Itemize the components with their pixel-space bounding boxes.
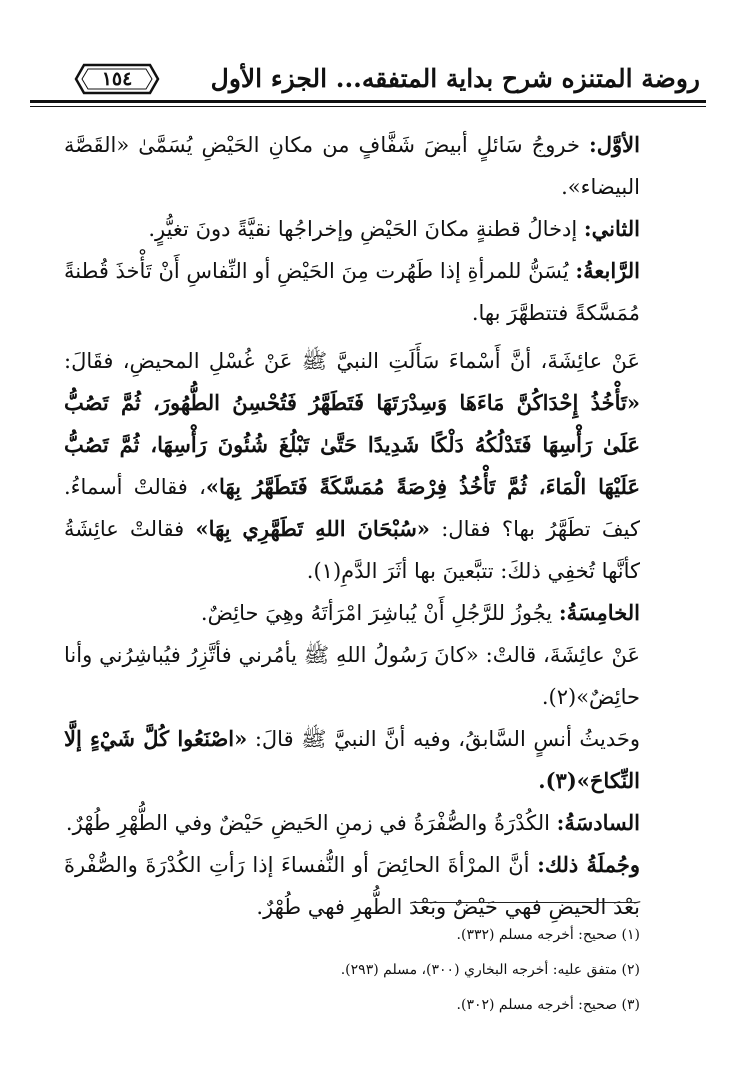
page-number-badge [74,62,160,96]
label-first: الأوَّل: [589,132,640,157]
paragraph-first [64,124,640,208]
label-fourth: الرَّابعةُ: [575,258,640,283]
text-fourth: يُسَنُّ للمرأةِ إذا طَهُرت مِنَ الحَيْضِ أو النِّفاسِ أَنْ تَأْخذَ قُطنةً مُمَسَّكةً فتتطهَّرَ بها. [64,259,640,325]
text-second: إدخالُ قطنةٍ مكانَ الحَيْضِ وإخراجُها نقيَّةً دونَ تغيُّرٍ. [148,217,584,241]
hadith-text-2: «سُبْحَانَ اللهِ تَطَهَّرِي بِهَا» [195,516,430,541]
hadith-intro: عَنْ عائِشَةَ، أنَّ أَسْماءَ سَأَلَتِ النبيَّ ﷺ عَنْ غُسْلِ المحيضِ، فقَالَ: [64,349,640,373]
label-summary: وجُملَةُ ذلك: [537,852,640,877]
page-header [30,54,706,108]
main-text [64,124,640,928]
paragraph-fourth [64,250,640,334]
header-rule [30,100,706,107]
label-fifth: الخامِسَةُ: [558,600,640,625]
page-number: ١٥٤ [101,68,133,90]
text-first: خروجُ سَائلٍ أبيضَ شَفَّافٍ من مكانِ الحَيْضِ يُسَمَّىٰ «القَصَّة البيضاء». [64,133,640,199]
paragraph-second [64,208,640,250]
label-second: الثاني: [583,216,640,241]
paragraph-fifth [64,592,640,634]
footnote-rule [414,902,636,903]
paragraph-summary [64,844,640,928]
hadith-text: «تَأْخُذُ إِحْدَاكُنَّ مَاءَهَا وَسِدْرَتَهَا فَتَطَهَّرُ فَتُحْسِنُ الطُّهُورَ، ثُمَّ تَصُبُّ عَلَىٰ رَأْسِهَا فَتَدْلُكُهُ دَلْكًا شَدِيدًا حَتَّىٰ تَبْلُغَ شُئُونَ رَأْسِهَا، ثُمَّ تَصُبُّ عَلَيْهَا الْمَاءَ، ثُمَّ تَأْخُذُ فِرْصَةً مُمَسَّكَةً فَتَطَهَّرُ بِهَا» [64,390,640,499]
paragraph-sixth [64,802,640,844]
running-title: روضة المتنزه شرح بداية المتفقه... الجزء الأول [210,64,700,93]
aisha-quote: «كانَ رَسُولُ اللهِ ﷺ يأمُرني فأتَّزِرُ فيُباشِرُني وأنا حائِضٌ»(٢). [64,643,640,709]
footnotes [64,918,640,1023]
footnote-3: (٣) صحيح: أخرجه مسلم (٣٠٢). [456,997,640,1013]
footnote-2: (٢) متفق عليه: أخرجه البخاري (٣٠٠)، مسلم (٢٩٣). [340,962,640,978]
label-sixth: السادسَةُ: [556,810,640,835]
aisha-intro: عَنْ عائِشَةَ، قالتْ: [478,643,640,667]
paragraph-hadith-aisha [64,634,640,718]
paragraph-hadith-asma [64,340,640,592]
text-sixth: الكُدْرَةُ والصُّفْرَةُ في زمنِ الحَيضِ حَيْضٌ وفي الطُّهْرِ طُهْرٌ. [65,811,557,835]
anas-intro: وحَديثُ أنسٍ السَّابقُ، وفيه أنَّ النبيَّ ﷺ قالَ: [247,727,641,751]
hadith-end: فقالتْ عائِشَةُ كأنَّها تُخفِي ذلكَ: تتبَّعينَ بها أثَرَ الدَّمِ(١). [64,517,640,583]
text-summary: أنَّ المرْأةَ الحائِضَ أو النُّفساءَ إذا رَأتِ الكُدْرَةَ والصُّفْرةَ بَعْدَ الحيضِ فهي حَيْضٌ وبَعْدَ الطُّهرِ فهي طُهْرٌ. [64,853,640,919]
anas-quote: «اصْنَعُوا كُلَّ شَيْءٍ إلَّا النِّكاحَ»(٣). [64,726,640,793]
text-fifth: يجُوزُ للرَّجُلِ أَنْ يُباشِرَ امْرَأتَهُ وهِيَ حائِضٌ. [200,601,559,625]
hadith-middle: ، فقالتْ أسماءُ. كيفَ تطَهَّرُ بها؟ فقال: [64,475,640,541]
footnote-1: (١) صحيح: أخرجه مسلم (٣٣٢). [456,927,640,943]
paragraph-hadith-anas [64,718,640,802]
